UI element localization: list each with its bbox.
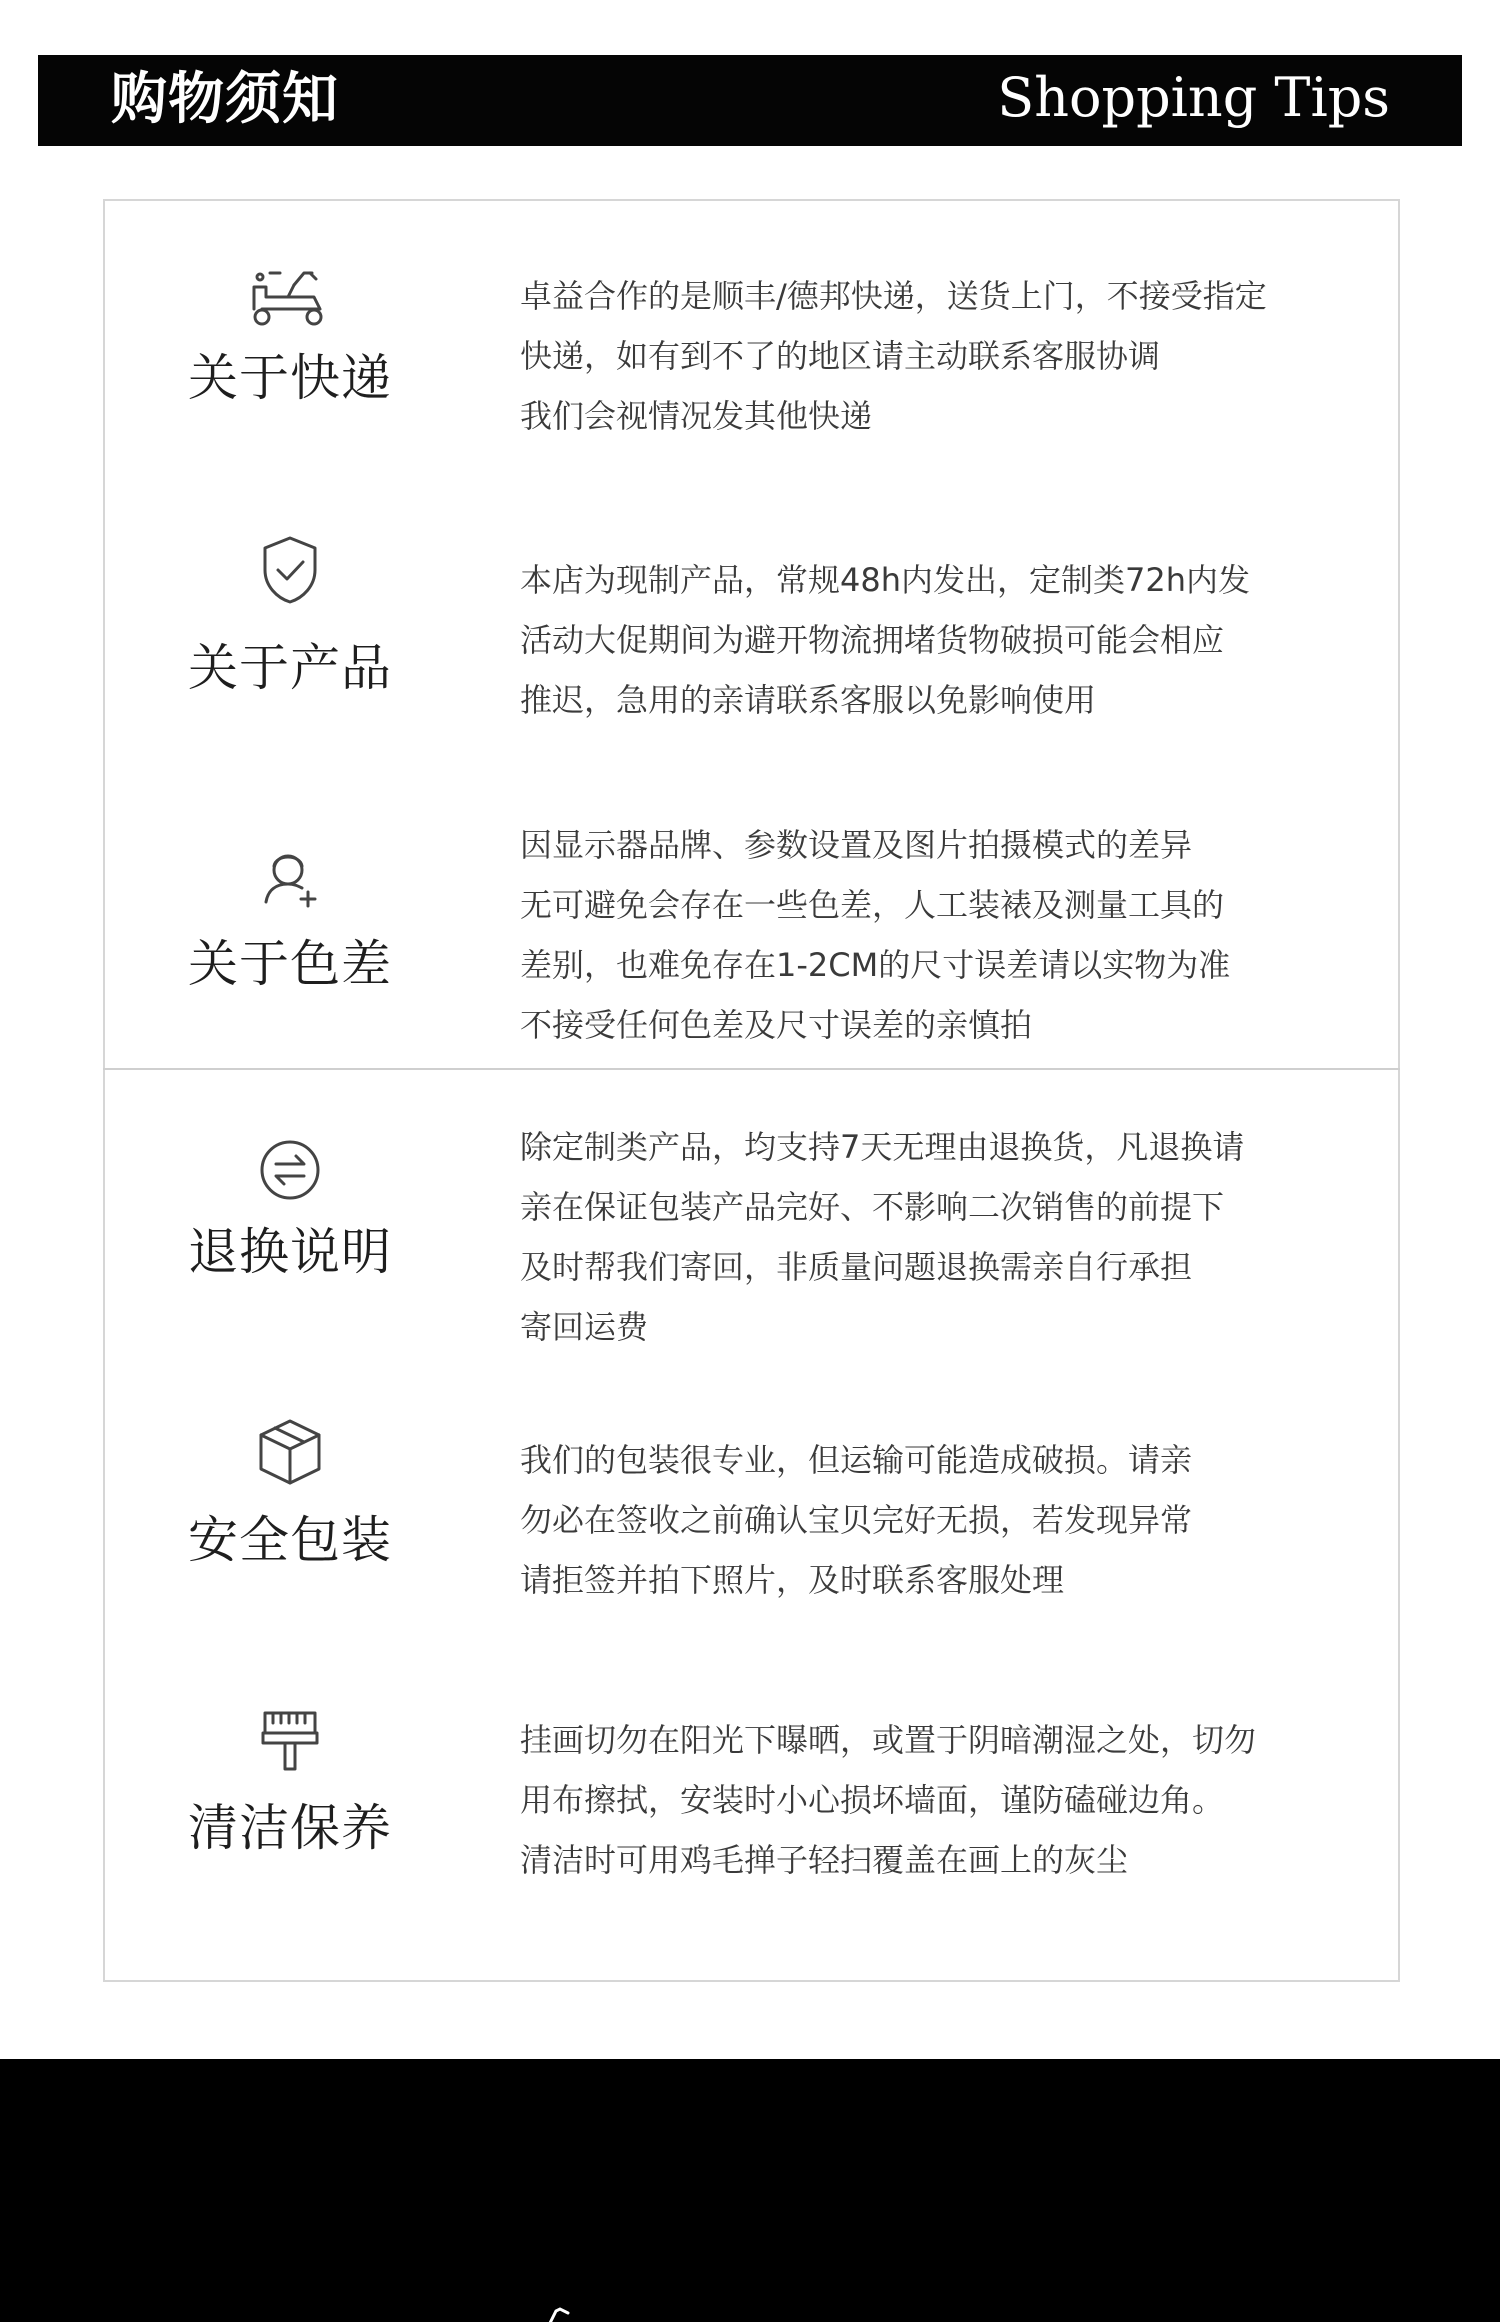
section-line: 快递，如有到不了的地区请主动联系客服协调 xyxy=(520,337,1161,375)
section-line: 勿必在签收之前确认宝贝完好无损，若发现异常 xyxy=(520,1501,1193,1539)
section-line: 挂画切勿在阳光下曝晒，或置于阴暗潮湿之处，切勿 xyxy=(520,1721,1257,1759)
page-subtitle: Shopping Tips xyxy=(997,66,1390,129)
section-body xyxy=(520,266,1350,446)
section-body xyxy=(520,1710,1350,1890)
section-line: 寄回运费 xyxy=(520,1308,649,1346)
delivery-scooter-icon xyxy=(240,258,340,338)
section-body xyxy=(520,1117,1350,1357)
panel-divider xyxy=(103,1068,1400,1070)
section-body xyxy=(520,1430,1350,1610)
page-title: 购物须知 xyxy=(111,67,339,132)
section-line: 我们会视情况发其他快递 xyxy=(520,397,873,435)
section-body xyxy=(520,815,1350,1055)
header-bar xyxy=(38,55,1462,146)
section-line: 本店为现制产品，常规48h内发出，定制类72h内发 xyxy=(520,561,1251,599)
section-line: 推迟，急用的亲请联系客服以免影响使用 xyxy=(520,681,1097,719)
section-line: 差别，也难免存在1-2CM的尺寸误差请以实物为准 xyxy=(520,946,1231,984)
section-line: 亲在保证包装产品完好、不影响二次销售的前提下 xyxy=(520,1188,1225,1226)
shield-check-icon xyxy=(240,530,340,610)
section-title: 安全包装 xyxy=(188,1511,392,1569)
footer-mark xyxy=(548,2307,574,2323)
section-line: 我们的包装很专业，但运输可能造成破损。请亲 xyxy=(520,1441,1193,1479)
section-line: 因显示器品牌、参数设置及图片拍摄模式的差异 xyxy=(520,826,1193,864)
paint-brush-icon xyxy=(240,1702,340,1782)
footer-bar xyxy=(0,2059,1500,2322)
section-title: 关于色差 xyxy=(188,935,392,993)
section-title: 关于产品 xyxy=(188,639,392,697)
section-title: 退换说明 xyxy=(188,1223,392,1281)
user-add-icon xyxy=(240,838,340,918)
section-line: 卓益合作的是顺丰/德邦快递，送货上门，不接受指定 xyxy=(520,277,1267,315)
section-line: 用布擦拭，安装时小心损坏墙面，谨防磕碰边角。 xyxy=(520,1781,1225,1819)
section-line: 不接受任何色差及尺寸误差的亲慎拍 xyxy=(520,1006,1033,1044)
section-title: 清洁保养 xyxy=(188,1799,392,1857)
section-line: 清洁时可用鸡毛掸子轻扫覆盖在画上的灰尘 xyxy=(520,1841,1129,1879)
section-line: 无可避免会存在一些色差，人工装裱及测量工具的 xyxy=(520,886,1225,924)
section-line: 除定制类产品，均支持7天无理由退换货，凡退换请 xyxy=(520,1128,1245,1166)
section-body xyxy=(520,550,1350,730)
section-line: 活动大促期间为避开物流拥堵货物破损可能会相应 xyxy=(520,621,1225,659)
section-title: 关于快递 xyxy=(188,349,392,407)
section-line: 请拒签并拍下照片，及时联系客服处理 xyxy=(520,1561,1065,1599)
package-box-icon xyxy=(240,1412,340,1492)
section-line: 及时帮我们寄回，非质量问题退换需亲自行承担 xyxy=(520,1248,1193,1286)
exchange-icon xyxy=(240,1130,340,1210)
